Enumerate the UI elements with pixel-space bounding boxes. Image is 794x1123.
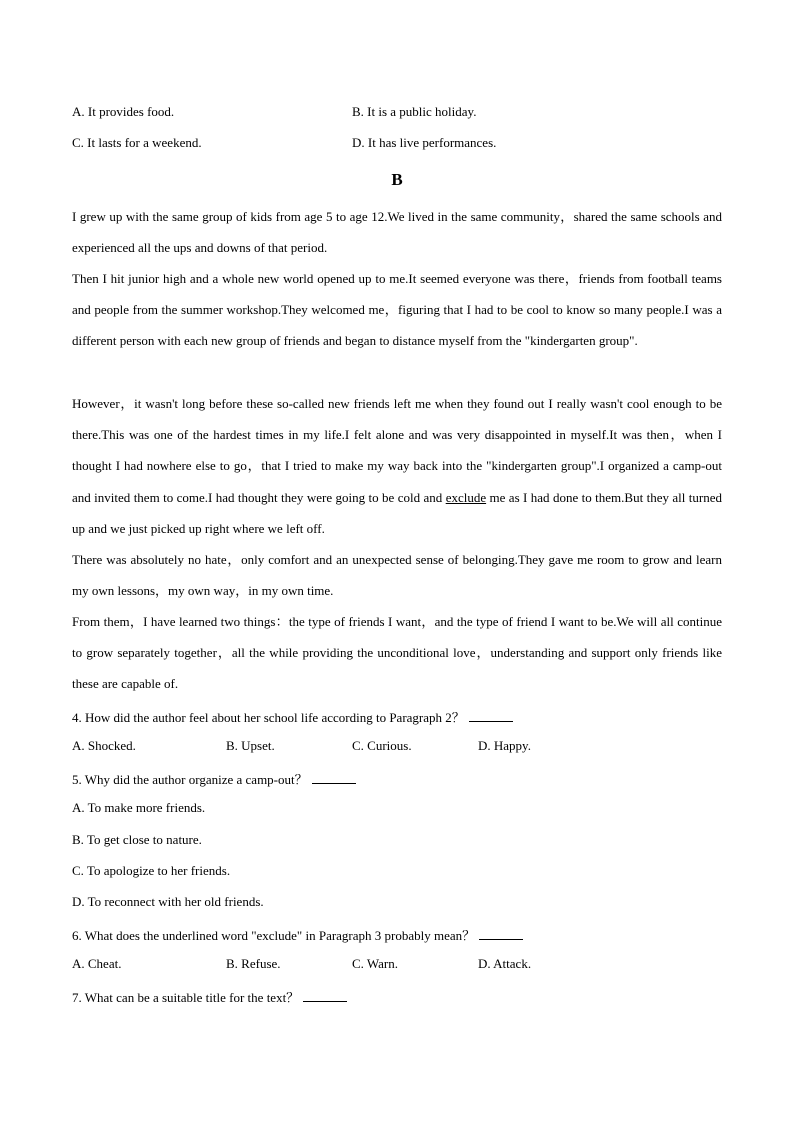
q6-option-c: C. Warn. (352, 956, 399, 971)
q3-option-c: C. It lasts for a weekend. (72, 135, 202, 150)
q6-option-b: B. Refuse. (226, 956, 281, 971)
q4-option-b: B. Upset. (226, 738, 275, 753)
underlined-word-exclude: exclude (445, 489, 487, 505)
answer-blank[interactable] (469, 709, 513, 722)
q3-option-d: D. It has live performances. (352, 135, 497, 150)
passage-paragraph-4: There was absolutely no hate，only comfort and an unexpected sense of belonging.They gave me room to grow and learn my own lessons，my own way，in my own time. (72, 552, 722, 599)
q5-option-a: A. To make more friends. (72, 800, 206, 815)
question-6 (72, 925, 523, 944)
question-7 (72, 987, 347, 1006)
q5-option-c: C. To apologize to her friends. (72, 863, 231, 878)
question-4 (72, 707, 513, 726)
q3-option-a: A. It provides food. (72, 104, 175, 119)
paragraph-3-text-end: me as I had done to them.But they all turned up and we just picked up right where we left off. (72, 489, 722, 536)
q4-option-a: A. Shocked. (72, 738, 136, 753)
q3-option-b: B. It is a public holiday. (352, 104, 477, 119)
question-4-stem: 4. How did the author feel about her school life according to Paragraph 2？ (72, 710, 465, 725)
q5-option-d: D. To reconnect with her old friends. (72, 894, 264, 909)
passage-paragraph-5: From them，I have learned two things：the type of friends I want，and the type of friend I want to be.We will all continue to grow separately together，all the while providing the unconditional love，understanding and support only friends like these are capable of. (72, 614, 722, 692)
answer-blank[interactable] (479, 927, 523, 940)
q4-option-d: D. Happy. (478, 738, 531, 753)
q5-option-b: B. To get close to nature. (72, 832, 202, 847)
answer-blank[interactable] (303, 989, 347, 1002)
question-5-stem: 5. Why did the author organize a camp-out？ (72, 772, 308, 787)
passage-paragraph-3 (72, 388, 722, 544)
passage-paragraph-1: I grew up with the same group of kids from age 5 to age 12.We lived in the same community，shared the same schools and experienced all the ups and downs of that period. (72, 209, 722, 256)
paragraph-3-text-start: However，it wasn't long before these so-called new friends left me when they found out I really wasn't cool enough to be there.This was one of the hardest times in my life.I felt alone and was very disappointed in myself.It was then，when I thought I had nowhere else to go，that I tried to make my way back into the "kindergarten group".I organized a camp-out and invited them to come.I had thought they were going to be cold and (72, 396, 722, 505)
section-title: B (391, 170, 403, 189)
passage-paragraph-2: Then I hit junior high and a whole new world opened up to me.It seemed everyone was there，friends from football teams and people from the summer workshop.They welcomed me，figuring that I had to be cool to know so many people.I was a different person with each new group of friends and began to distance myself from the "kindergarten group". (72, 271, 722, 349)
q6-option-d: D. Attack. (478, 956, 532, 971)
question-6-stem: 6. What does the underlined word "exclude" in Paragraph 3 probably mean？ (72, 928, 476, 943)
question-5 (72, 769, 356, 788)
question-7-stem: 7. What can be a suitable title for the text？ (72, 990, 300, 1005)
q6-option-a: A. Cheat. (72, 956, 122, 971)
q4-option-c: C. Curious. (352, 738, 412, 753)
answer-blank[interactable] (312, 771, 356, 784)
